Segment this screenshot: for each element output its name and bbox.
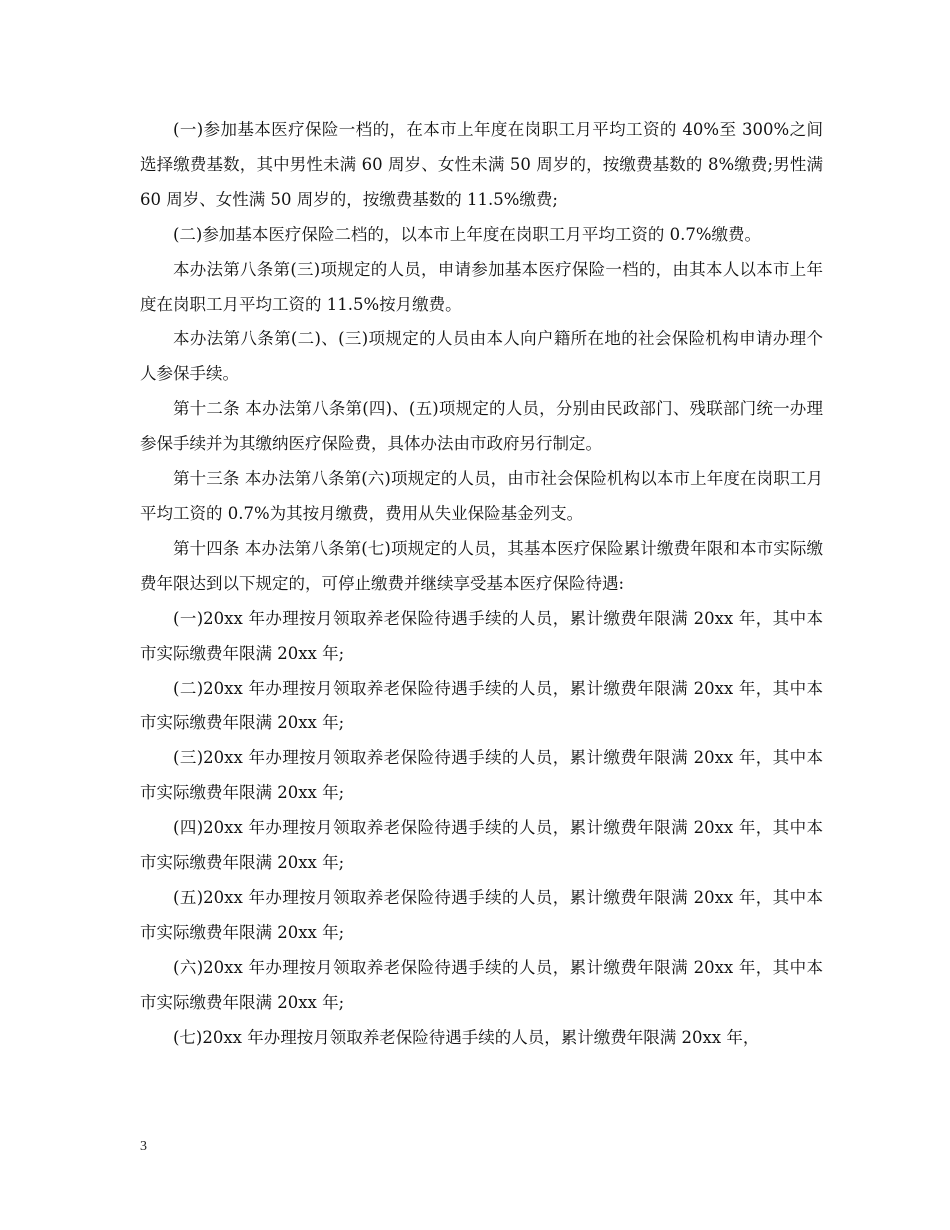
list-item: (六)20xx 年办理按月领取养老保险待遇手续的人员，累计缴费年限满 20xx 年，其中本市实际缴费年限满 20xx 年;: [140, 957, 823, 1012]
list-item: (四)20xx 年办理按月领取养老保险待遇手续的人员，累计缴费年限满 20xx 年，其中本市实际缴费年限满 20xx 年;: [140, 818, 823, 873]
article-13-paragraph: 第十三条 本办法第八条第(六)项规定的人员，由市社会保险机构以本市上年度在岗职工月平均工资的 0.7%为其按月缴费，费用从失业保险基金列支。: [140, 469, 823, 523]
article-14-paragraph: 第十四条 本办法第八条第(七)项规定的人员，其基本医疗保险累计缴费年限和本市实际缴费年限达到以下规定的，可停止缴费并继续享受基本医疗保险待遇:: [140, 538, 823, 593]
paragraph: (一)参加基本医疗保险一档的，在本市上年度在岗职工月平均工资的 40%至 300%之间选择缴费基数，其中男性未满 60 周岁、女性未满 50 周岁的，按缴费基数的 8%缴费;男性满 60 周岁、女性满 50 周岁的，按缴费基数的 11.5%缴费;: [140, 120, 823, 209]
paragraph: 本办法第八条第(三)项规定的人员，申请参加基本医疗保险一档的，由其本人以本市上年度在岗职工月平均工资的 11.5%按月缴费。: [140, 259, 823, 314]
list-item: (三)20xx 年办理按月领取养老保险待遇手续的人员，累计缴费年限满 20xx 年，其中本市实际缴费年限满 20xx 年;: [140, 748, 823, 803]
document-body: [140, 113, 823, 1055]
paragraph: (二)参加基本医疗保险二档的，以本市上年度在岗职工月平均工资的 0.7%缴费。: [173, 224, 762, 244]
paragraph: 本办法第八条第(二)、(三)项规定的人员由本人向户籍所在地的社会保险机构申请办理个人参保手续。: [140, 329, 823, 384]
list-item: (七)20xx 年办理按月领取养老保险待遇手续的人员，累计缴费年限满 20xx 年，: [173, 1027, 760, 1047]
page-number: 3: [140, 1139, 147, 1154]
article-12-paragraph: 第十二条 本办法第八条第(四)、(五)项规定的人员，分别由民政部门、残联部门统一办理参保手续并为其缴纳医疗保险费，具体办法由市政府另行制定。: [140, 399, 823, 454]
list-item: (二)20xx 年办理按月领取养老保险待遇手续的人员，累计缴费年限满 20xx 年，其中本市实际缴费年限满 20xx 年;: [140, 678, 823, 733]
list-item: (五)20xx 年办理按月领取养老保险待遇手续的人员，累计缴费年限满 20xx 年，其中本市实际缴费年限满 20xx 年;: [140, 887, 823, 942]
list-item: (一)20xx 年办理按月领取养老保险待遇手续的人员，累计缴费年限满 20xx 年，其中本市实际缴费年限满 20xx 年;: [140, 608, 823, 663]
